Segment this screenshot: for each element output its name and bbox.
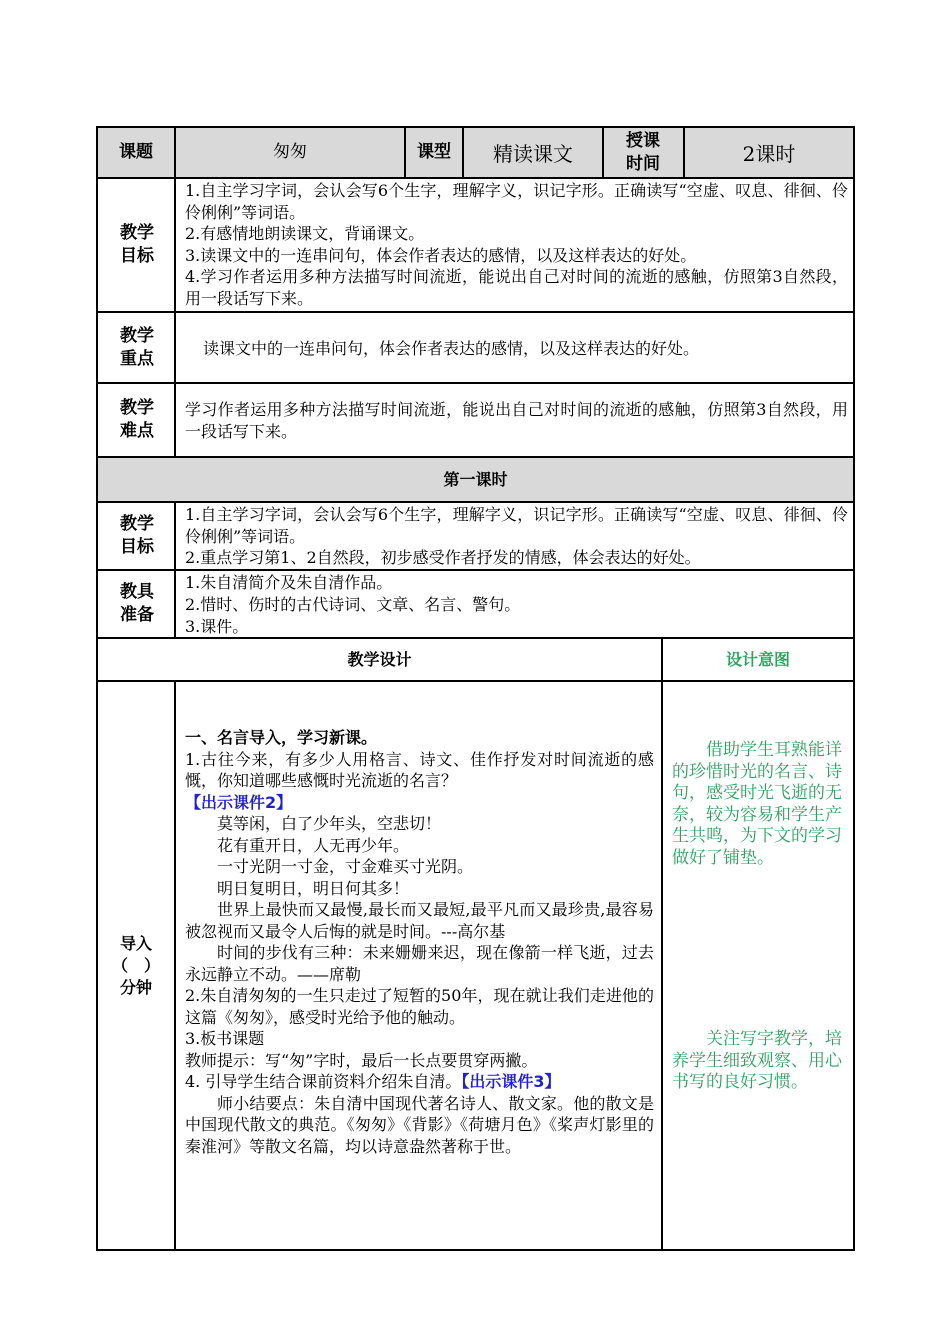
goal-item: 1.自主学习字词，会认会写6个生字，理解字义，识记字形。正确读写“空虚、叹息、徘徊、伶伶俐俐”等词语。 xyxy=(185,181,848,222)
key-points-text xyxy=(175,312,854,383)
lesson-goal-item: 1.自主学习字词，会认会写6个生字，理解字义，识记字形。正确读写“空虚、叹息、徘徊、伶伶俐俐”等词语。 xyxy=(185,505,848,546)
grid-line xyxy=(96,126,98,1251)
grid-line xyxy=(96,680,855,682)
grid-line xyxy=(96,311,855,313)
teacher-summary: 师小结要点：朱自清中国现代著名诗人、散文家。他的散文是中国现代散文的典范。《匆匆》《背影》《荷塘月色》《桨声灯影里的秦淮河》等散文名篇，均以诗意盎然著称于世。 xyxy=(185,1093,654,1156)
topic-label: 课题 xyxy=(119,142,153,162)
question-1: 1.古往今来，有多少人用格言、诗文、佳作抒发对时间流逝的感慨，你知道哪些感慨时光流逝的名言？ xyxy=(185,749,654,790)
lesson-title: 第一课时 xyxy=(443,470,508,489)
grid-line xyxy=(174,126,176,457)
question-4 xyxy=(185,1071,654,1093)
lesson-goals-list xyxy=(175,502,854,570)
grid-line xyxy=(661,637,663,1251)
prep-list xyxy=(175,570,854,638)
prep-item: 1.朱自清简介及朱自清作品。 xyxy=(185,573,393,592)
design-intent xyxy=(662,681,854,1250)
section-label xyxy=(97,681,175,1250)
grid-line xyxy=(96,177,855,179)
grid-line xyxy=(96,501,855,503)
courseware-3-link: 【出示课件3】 xyxy=(461,1072,561,1091)
hours-value: 2课时 xyxy=(742,142,796,166)
grid-line xyxy=(404,126,406,178)
section-heading: 一、名言导入，学习新课。 xyxy=(185,728,378,747)
intent-item: 借助学生耳熟能详的珍惜时光的名言、诗句，感受时光飞逝的无奈，较为容易和学生产生共鸣，为下文的学习做好了铺垫。 xyxy=(672,740,842,868)
prep-label: 教具准备 xyxy=(120,582,154,625)
quote-item: 世界上最快而又最慢,最长而又最短,最平凡而又最珍贵,最容易被忽视而又最令人后悔的就是时间。---高尔基 xyxy=(185,900,654,941)
goals-label: 教学目标 xyxy=(120,223,154,266)
lesson-goals-label: 教学目标 xyxy=(120,514,154,557)
grid-line xyxy=(96,569,855,571)
grid-line xyxy=(96,382,855,384)
prep-item: 3.课件。 xyxy=(185,617,249,636)
section-label-bottom: 分钟 xyxy=(119,977,152,997)
courseware-2-link: 【出示课件2】 xyxy=(185,792,293,812)
intent-item: 关注写字教学，培养学生细致观察、用心书写的良好习惯。 xyxy=(672,1029,842,1092)
lesson-goal-item: 2.重点学习第1、2自然段，初步感受作者抒发的情感，体会表达的好处。 xyxy=(185,548,701,567)
grid-line xyxy=(174,680,176,1251)
type-label: 课型 xyxy=(417,142,451,162)
time-label: 授课时间 xyxy=(626,130,660,174)
question-4-text: 4. 引导学生结合课前资料介绍朱自清。 xyxy=(185,1072,462,1091)
quote-item: 明日复明日，明日何其多！ xyxy=(217,878,410,898)
goal-item: 3.读课文中的一连串问句，体会作者表达的感情，以及这样表达的好处。 xyxy=(185,245,697,265)
type-value: 精读课文 xyxy=(493,142,573,166)
section-label-top: 导入 xyxy=(119,933,152,953)
design-header: 教学设计 xyxy=(347,650,412,669)
goal-item: 2.有感情地朗读课文，背诵课文。 xyxy=(185,224,425,243)
topic-value: 匆匆 xyxy=(273,142,307,162)
grid-line xyxy=(96,637,855,639)
grid-line xyxy=(683,126,685,178)
teacher-tip: 教师提示：写“匆”字时，最后一长点要贯穿两撇。 xyxy=(185,1050,538,1070)
grid-line xyxy=(96,456,855,458)
key-points-value: 读课文中的一连串问句，体会作者表达的感情，以及这样表达的好处。 xyxy=(203,338,700,358)
difficulties-value: 学习作者运用多种方法描写时间流逝，能说出自己对时间的流逝的感触，仿照第3自然段，用一段话写下来。 xyxy=(185,400,848,441)
grid-line xyxy=(96,1249,855,1251)
quote-item: 一寸光阴一寸金，寸金难买寸光阴。 xyxy=(217,857,474,876)
goal-item: 4.学习作者运用多种方法描写时间流逝，能说出自己对时间的流逝的感触，仿照第3自然段，用一段话写下来。 xyxy=(185,267,848,308)
quote-item: 花有重开日，人无再少年。 xyxy=(217,835,410,855)
grid-line xyxy=(853,126,855,1251)
prep-item: 2.惜时、伤时的古代诗词、文章、名言、警句。 xyxy=(185,595,521,614)
grid-line xyxy=(174,501,176,638)
quote-item: 时间的步伐有三种：未来姗姗来迟，现在像箭一样飞逝，过去永远静立不动。——席勒 xyxy=(185,943,654,984)
quote-item: 莫等闲，白了少年头，空悲切！ xyxy=(217,814,442,833)
difficulties-text xyxy=(175,383,854,457)
design-content xyxy=(175,681,662,1250)
grid-line xyxy=(462,126,464,178)
grid-line xyxy=(96,126,855,128)
intent-header: 设计意图 xyxy=(725,650,790,669)
question-3: 3.板书课题 xyxy=(185,1029,265,1048)
section-label-mid: （ ） xyxy=(111,955,160,975)
goals-list xyxy=(175,178,854,312)
question-2: 2.朱自清匆匆的一生只走过了短暂的50年，现在就让我们走进他的这篇《匆匆》，感受时光给予他的触动。 xyxy=(185,986,654,1027)
grid-line xyxy=(602,126,604,178)
difficulties-label: 教学难点 xyxy=(120,398,154,441)
key-points-label: 教学重点 xyxy=(120,325,154,369)
